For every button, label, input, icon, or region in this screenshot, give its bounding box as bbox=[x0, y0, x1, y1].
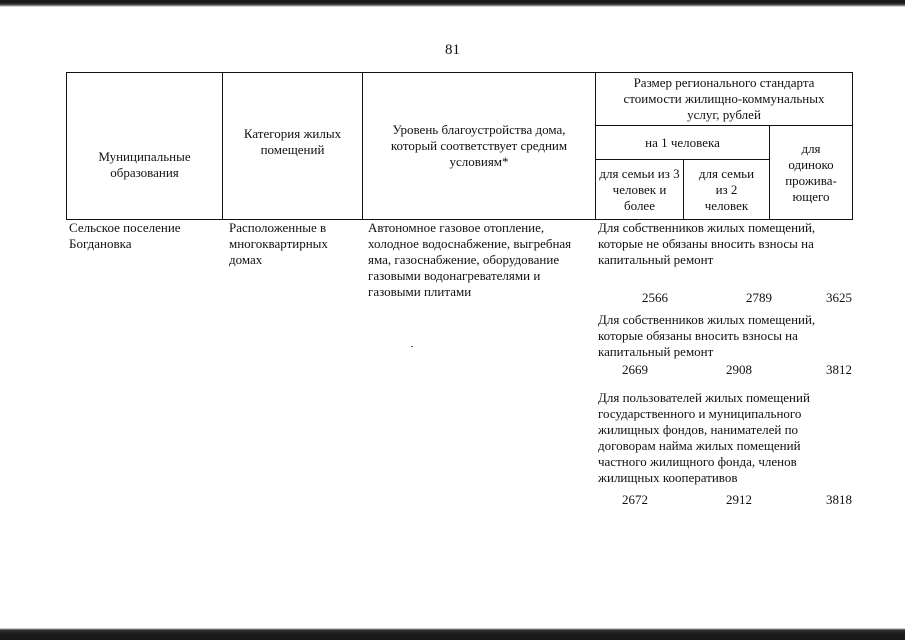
group-2-single-value: 3812 bbox=[826, 362, 852, 377]
standards-table bbox=[66, 72, 853, 220]
scan-speck bbox=[411, 346, 413, 347]
group-1-family-2-value: 2789 bbox=[746, 290, 772, 305]
group-1-values bbox=[598, 290, 852, 306]
group-1-family-3-value: 2566 bbox=[642, 290, 668, 305]
row-category: Расположенные в многоквартирных домах bbox=[229, 220, 328, 267]
group-3-single-value: 3818 bbox=[826, 492, 852, 507]
group-2-values bbox=[598, 362, 852, 378]
group-2-family-3-value: 2669 bbox=[622, 362, 648, 377]
header-family-3: для семьи из 3 человек и более bbox=[596, 160, 684, 220]
group-3-label: Для пользователей жилых помещений государственного и муниципального жилищных фондов, нанимателей по договорам найма жилых помещений частного жилищного фонда, членов жилищных кооперативов bbox=[598, 390, 810, 485]
header-standard: Размер регионального стандарта стоимости жилищно-коммунальных услуг, рублей bbox=[596, 73, 853, 126]
group-3-family-2-value: 2912 bbox=[726, 492, 752, 507]
scan-bottom-edge bbox=[0, 628, 905, 640]
header-level: Уровень благоустройства дома, который соответствует средним условиям* bbox=[363, 73, 596, 220]
scan-top-edge bbox=[0, 0, 905, 7]
header-single-resident: для одиноко прожива-ющего bbox=[770, 126, 853, 220]
header-per-person: на 1 человека bbox=[596, 126, 770, 160]
row-level: Автономное газовое отопление, холодное водоснабжение, выгребная яма, газоснабжение, оборудование газовыми водонагревателями и газовыми плитами bbox=[368, 220, 572, 299]
group-1-single-value: 3625 bbox=[826, 290, 852, 305]
header-family-2: для семьи из 2 человек bbox=[684, 160, 770, 220]
header-category: Категория жилых помещений bbox=[223, 73, 363, 220]
row-municipality: Сельское поселение Богдановка bbox=[69, 220, 181, 251]
group-2-label: Для собственников жилых помещений, которые обязаны вносить взносы на капитальный ремонт bbox=[598, 312, 816, 359]
group-1-label: Для собственников жилых помещений, которые не обязаны вносить взносы на капитальный ремонт bbox=[598, 220, 816, 267]
page-number: 81 bbox=[445, 42, 460, 58]
header-municipality: Муниципальные образования bbox=[67, 73, 223, 220]
group-3-family-3-value: 2672 bbox=[622, 492, 648, 507]
group-3-values bbox=[598, 492, 852, 508]
group-2-family-2-value: 2908 bbox=[726, 362, 752, 377]
